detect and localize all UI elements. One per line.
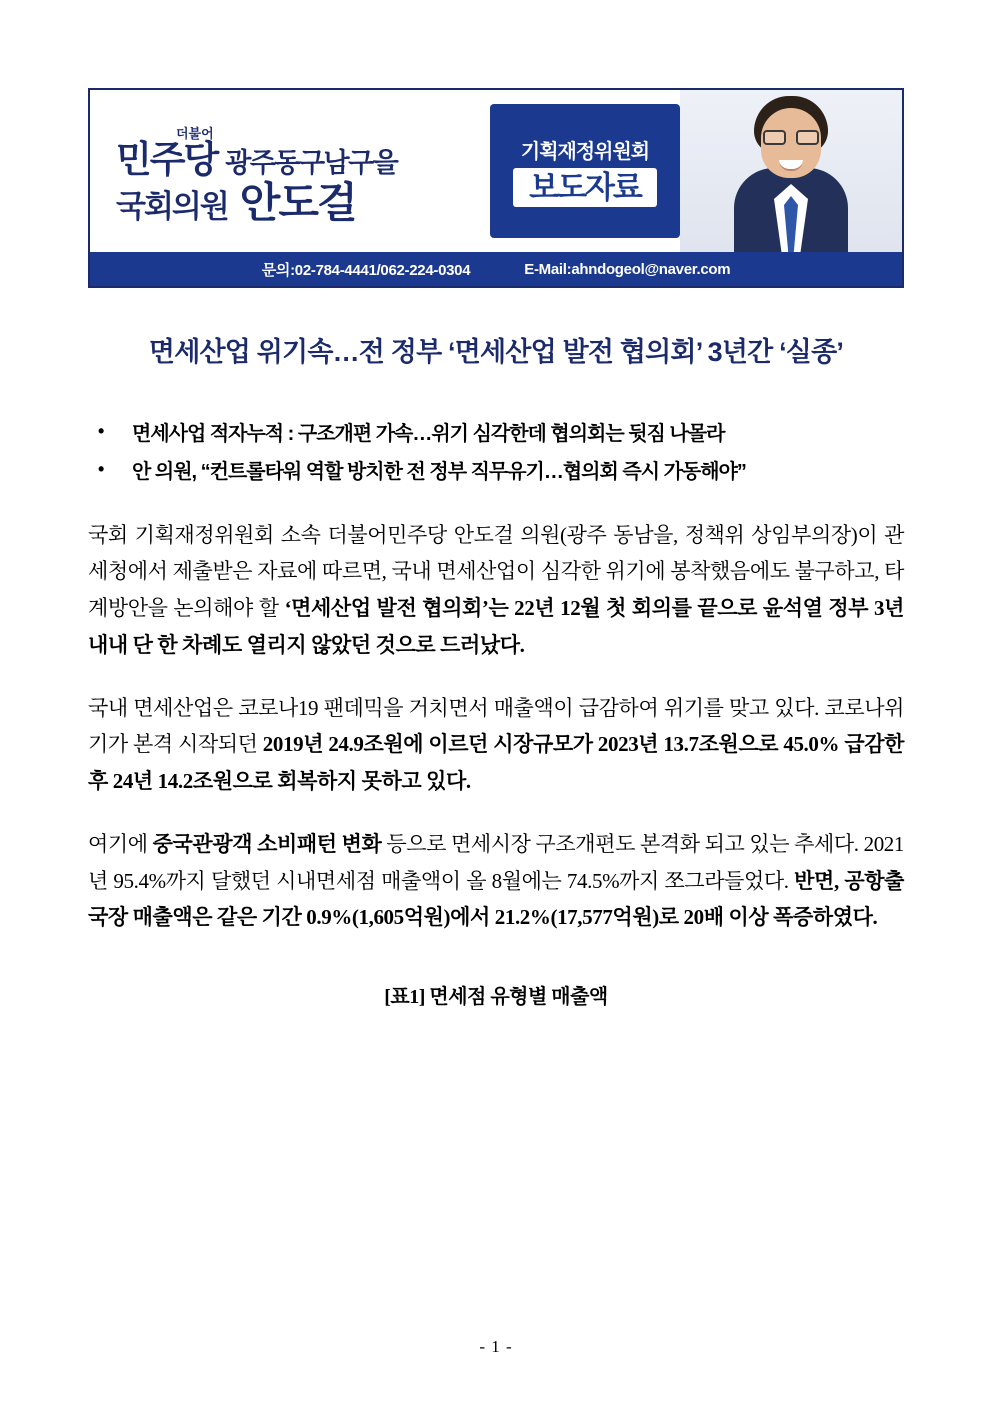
paragraph-3-text-b: 중국관광객 소비패턴 변화	[152, 831, 382, 856]
contact-email-label: E-Mail:ahndogeol@naver.com	[524, 260, 731, 278]
committee-label: 기획재정위원회	[520, 140, 650, 163]
banner-line-two	[116, 181, 490, 225]
paragraph-3-text-a: 여기에	[88, 831, 153, 856]
person-name-label: 안도걸	[239, 179, 356, 227]
paragraph-2-text-a: 국내 면세산업은 코로나19 팬데믹을 거치면서 매출액이 급감하여 위기를 맞고 있다. 코로나위기가 본격 시작되던	[88, 695, 904, 757]
paragraph-3-text-d: 반면, 공항출국장 매출액은 같은 기간 0.9%(1,605억원)에서 21.2%(17,577억원)로 20배 이상 폭증하였다.	[88, 868, 904, 930]
list-item: • 면세사업 적자누적 : 구조개편 가속…위기 심각한데 협의회는 뒷짐 나몰라	[88, 415, 904, 453]
politician-portrait-icon	[716, 92, 866, 252]
paragraph-1-text-a: 국회 기획재정위원회 소속 더불어민주당 안도걸 의원(광주 동남을, 정책위 상임부의장)이 관세청에서 제출받은 자료에 따르면, 국내 면세산업이 심각한 위기에 봉착했음에도 불구하고, 타계방안을 논의해야 할	[88, 522, 904, 620]
banner-contact-bar	[90, 252, 902, 286]
body-paragraph-2	[88, 690, 904, 800]
page-number: - 1 -	[479, 1337, 513, 1356]
paragraph-2-text-b: 2019년 24.9조원에 이르던 시장규모가 2023년 13.7조원으로 45.0% 급감한 후 24년 14.2조원으로 회복하지 못하고 있다.	[88, 732, 904, 793]
banner-photo-area	[680, 90, 902, 252]
banner-line-one	[116, 138, 490, 180]
body-paragraph-3	[88, 826, 904, 936]
press-release-badge	[490, 104, 680, 238]
district-label: 광주동구남구을	[225, 147, 398, 178]
press-label: 보도자료	[529, 169, 641, 205]
portrait-glasses-icon	[763, 130, 819, 146]
paragraph-1-text-b: ‘면세산업 발전 협의회’는 22년 12월 첫 회의를 끝으로 윤석열 정부 3년 내내 단 한 차례도 열리지 않았던 것으로 드러났다.	[88, 596, 904, 657]
table-caption: [표1] 면세점 유형별 매출액	[384, 986, 608, 1008]
page-title: 면세산업 위기속…전 정부 ‘면세산업 발전 협의회’ 3년간 ‘실종’	[148, 337, 844, 367]
press-label-box	[513, 168, 657, 208]
party-name-label: 민주당	[116, 138, 218, 180]
banner-main	[90, 90, 902, 252]
paragraph-3-text-c: 등으로 면세시장 구조개편도 본격화 되고 있는 추세다. 2021년 95.4%까지 달했던 시내면세점 매출액이 올 8월에는 74.5%까지 쪼그라들었다.	[88, 831, 904, 893]
press-release-banner	[88, 88, 904, 288]
portrait-suit	[734, 168, 848, 252]
list-item: • 안 의원, “컨트롤타워 역할 방치한 전 정부 직무유기…협의회 즉시 가동해야”	[88, 453, 904, 491]
contact-phone-label: 문의:02-784-4441/062-224-0304	[261, 261, 471, 279]
party-prefix-label: 더불어	[176, 125, 214, 141]
summary-bullet-list	[88, 415, 904, 491]
banner-identity-block	[90, 90, 490, 252]
role-label: 국회의원	[116, 189, 228, 225]
body-paragraph-1	[88, 517, 904, 664]
